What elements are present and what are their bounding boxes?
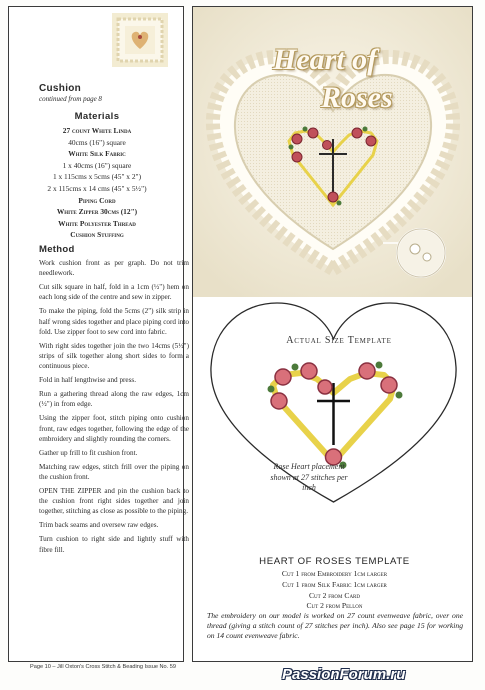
method-step: Matching raw edges, stitch frill over the piping on the cushion front. (39, 462, 189, 482)
method-step: Turn cushion to right side and lightly stuff with fibre fill. (39, 535, 189, 554)
materials-line: 2 x 115cms x 14 cms (45" x 5½") (47, 183, 147, 193)
template-label: Actual Size Template (286, 335, 392, 346)
method-heading: Method (39, 244, 75, 255)
method-step: Cut silk square in half, fold in a 1cm (½") hem on each long side of the centre and sew in zipper. (39, 283, 189, 302)
placement-note: Rose Heart placement shown at 27 stitches per inch (270, 462, 348, 492)
materials-line: 40cms (16") square (68, 137, 126, 147)
cut-item: Cut 2 from Card (308, 590, 361, 600)
materials-section (17, 111, 177, 241)
materials-line: 27 count White Linda (62, 126, 132, 135)
cushion-heading: Cushion (39, 83, 82, 94)
materials-line: White Zipper 30cms (12") (56, 207, 138, 217)
materials-line: Piping Cord (78, 195, 116, 205)
materials-line: 1 x 40cms (16") square (62, 160, 132, 170)
continued-note: continued from page 8 (39, 95, 102, 103)
instructions-column (8, 6, 189, 662)
cut-item: Cut 2 from Pellon (306, 601, 363, 611)
materials-heading: Materials (74, 111, 120, 122)
cushion-thumbnail-image (112, 13, 168, 67)
method-step: Using the zipper foot, stitch piping onto cushion front, raw edges together, following the edge of the embroidery and slightly rounding the corners. (39, 414, 189, 443)
photo-template-column (192, 6, 473, 662)
fabric-note: The embroidery on our model is worked on 27 count evenweave fabric, over one thread (giving a stitch count of 27 stitches per inch). Also see page 15 for working on 14 count evenweave fabric. (207, 611, 463, 640)
method-step: Trim back seams and oversew raw edges. (39, 521, 159, 530)
method-step: Fold in half lengthwise and press. (39, 376, 137, 385)
method-step: To make the piping, fold the 5cms (2") silk strip in half wrong sides together and place piping cord into fold. Use zipper foot to sew cord into fabric. (39, 307, 189, 336)
photo-title-line-1: Heart of (273, 43, 378, 76)
cut-list (213, 569, 456, 612)
method-step: Work cushion front as per graph. Do not trim needlework. (39, 259, 189, 278)
page-footer: Page 10 – Jill Oxton's Cross Stitch & Beading Issue No. 59 (30, 664, 176, 670)
method-step: OPEN THE ZIPPER and pin the cushion back to the cushion front right sides together and join together, stitching as close as possible to the piping. (39, 487, 189, 516)
template-heading: HEART OF ROSES TEMPLATE (259, 556, 410, 567)
photo-title-line-2: Roses (321, 81, 393, 114)
method-step: With right sides together join the two 14cms (5½") strips of silk together along short sides to form a continuous piece. (39, 341, 189, 371)
materials-line: White Polyester Thread (58, 218, 136, 228)
method-step: Run a gathering thread along the raw edges, 1cm (½") in from edge. (39, 390, 189, 409)
materials-line: Cushion Stuffing (70, 230, 124, 240)
materials-line: 1 x 115cms x 5cms (45" x 2") (52, 172, 142, 182)
cut-item: Cut 1 from Silk Fabric 1cm larger (282, 579, 387, 589)
method-step: Gather up frill to fit cushion front. (39, 448, 138, 457)
materials-line: White Silk Fabric (68, 149, 126, 159)
method-steps (39, 258, 189, 559)
cut-item: Cut 1 from Embroidery 1cm larger (281, 569, 388, 578)
site-watermark: PassionForum.ru (282, 666, 406, 683)
